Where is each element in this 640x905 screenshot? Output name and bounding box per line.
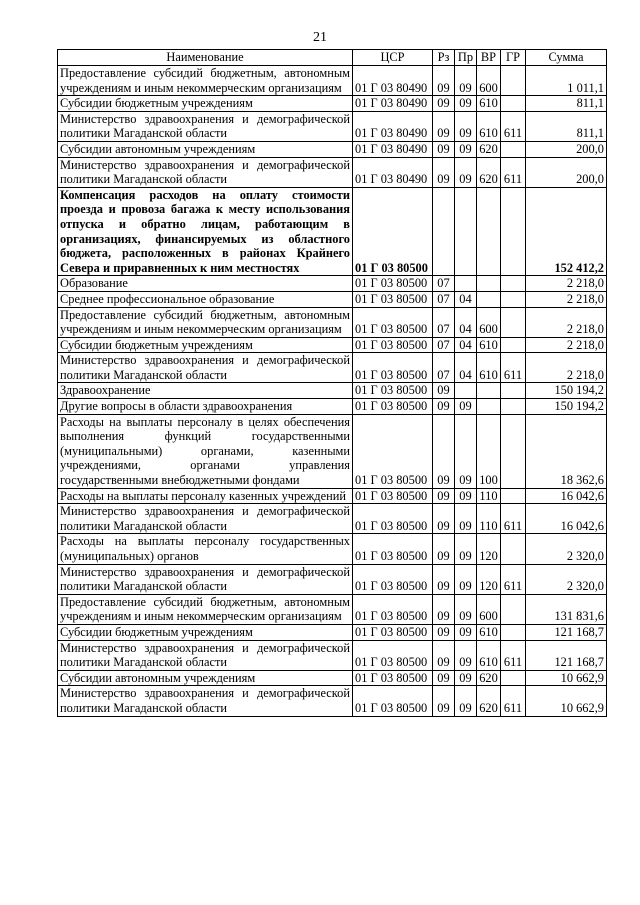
row-vr-cell: 120 — [477, 534, 501, 564]
row-rz-cell: 09 — [433, 399, 455, 415]
row-name-cell: Министерство здравоохранения и демографической политики Магаданской области — [58, 686, 353, 716]
row-pr-cell: 09 — [455, 670, 477, 686]
row-name-cell: Образование — [58, 276, 353, 292]
row-sum-cell: 10 662,9 — [526, 670, 607, 686]
row-rz-cell: 09 — [433, 670, 455, 686]
row-csr-cell: 01 Г 03 80500 — [353, 488, 433, 504]
table-row — [58, 66, 607, 96]
row-pr-cell — [455, 187, 477, 276]
row-pr-cell: 04 — [455, 337, 477, 353]
row-pr-cell: 09 — [455, 624, 477, 640]
row-vr-cell: 110 — [477, 488, 501, 504]
row-gr-cell — [501, 383, 526, 399]
row-sum-cell: 150 194,2 — [526, 383, 607, 399]
row-rz-cell: 09 — [433, 564, 455, 594]
row-csr-cell: 01 Г 03 80500 — [353, 383, 433, 399]
row-name-cell: Предоставление субсидий бюджетным, автономным учреждениям и иным некоммерческим организациям — [58, 66, 353, 96]
row-sum-cell: 121 168,7 — [526, 640, 607, 670]
row-pr-cell: 09 — [455, 399, 477, 415]
row-name-cell: Министерство здравоохранения и демографической политики Магаданской области — [58, 111, 353, 141]
col-header-rz: Рз — [433, 50, 455, 66]
row-name-cell: Субсидии автономным учреждениям — [58, 141, 353, 157]
table-row — [58, 111, 607, 141]
row-sum-cell: 200,0 — [526, 157, 607, 187]
row-name-cell: Расходы на выплаты персоналу в целях обеспечения выполнения функций государственными (муниципальными) органами, казенными учреждениями, органами управления государственными внебюджетными фондами — [58, 414, 353, 488]
row-gr-cell — [501, 488, 526, 504]
row-gr-cell — [501, 670, 526, 686]
row-rz-cell: 09 — [433, 534, 455, 564]
row-rz-cell: 07 — [433, 291, 455, 307]
table-row — [58, 307, 607, 337]
table-row — [58, 686, 607, 716]
row-name-cell: Предоставление субсидий бюджетным, автономным учреждениям и иным некоммерческим организациям — [58, 594, 353, 624]
row-csr-cell: 01 Г 03 80500 — [353, 594, 433, 624]
row-vr-cell: 610 — [477, 640, 501, 670]
col-header-gr: ГР — [501, 50, 526, 66]
table-row — [58, 96, 607, 112]
row-csr-cell: 01 Г 03 80500 — [353, 414, 433, 488]
table-row — [58, 353, 607, 383]
row-csr-cell: 01 Г 03 80490 — [353, 111, 433, 141]
row-vr-cell: 620 — [477, 670, 501, 686]
row-csr-cell: 01 Г 03 80500 — [353, 624, 433, 640]
row-name-cell: Расходы на выплаты персоналу казенных учреждений — [58, 488, 353, 504]
row-sum-cell: 2 218,0 — [526, 291, 607, 307]
row-gr-cell: 611 — [501, 640, 526, 670]
row-rz-cell: 09 — [433, 504, 455, 534]
row-gr-cell: 611 — [501, 504, 526, 534]
row-name-cell: Среднее профессиональное образование — [58, 291, 353, 307]
row-csr-cell: 01 Г 03 80500 — [353, 670, 433, 686]
col-header-sum: Сумма — [526, 50, 607, 66]
table-row — [58, 504, 607, 534]
row-pr-cell: 04 — [455, 353, 477, 383]
row-vr-cell: 610 — [477, 111, 501, 141]
row-vr-cell: 620 — [477, 141, 501, 157]
col-header-vr: ВР — [477, 50, 501, 66]
table-row — [58, 187, 607, 276]
row-vr-cell: 610 — [477, 337, 501, 353]
row-rz-cell: 07 — [433, 337, 455, 353]
row-csr-cell: 01 Г 03 80490 — [353, 157, 433, 187]
row-vr-cell: 620 — [477, 157, 501, 187]
row-pr-cell: 04 — [455, 307, 477, 337]
row-pr-cell — [455, 276, 477, 292]
table-row — [58, 640, 607, 670]
row-gr-cell — [501, 187, 526, 276]
row-name-cell: Расходы на выплаты персоналу государственных (муниципальных) органов — [58, 534, 353, 564]
row-pr-cell: 09 — [455, 564, 477, 594]
row-vr-cell: 610 — [477, 96, 501, 112]
row-name-cell: Предоставление субсидий бюджетным, автономным учреждениям и иным некоммерческим организациям — [58, 307, 353, 337]
table-row — [58, 399, 607, 415]
row-rz-cell: 09 — [433, 686, 455, 716]
row-sum-cell: 811,1 — [526, 111, 607, 141]
row-gr-cell — [501, 414, 526, 488]
row-rz-cell: 09 — [433, 414, 455, 488]
table-row — [58, 291, 607, 307]
row-sum-cell: 1 011,1 — [526, 66, 607, 96]
row-gr-cell — [501, 337, 526, 353]
row-csr-cell: 01 Г 03 80500 — [353, 686, 433, 716]
row-pr-cell: 09 — [455, 488, 477, 504]
row-name-cell: Компенсация расходов на оплату стоимости проезда и провоза багажа к месту использования отпуска и обратно лицам, работающим в организациях, финансируемых из областного бюджета, расположенных в районах Крайнего Севера и приравненных к ним местностях — [58, 187, 353, 276]
row-name-cell: Министерство здравоохранения и демографической политики Магаданской области — [58, 564, 353, 594]
row-pr-cell — [455, 383, 477, 399]
row-csr-cell: 01 Г 03 80500 — [353, 276, 433, 292]
row-sum-cell: 2 320,0 — [526, 564, 607, 594]
row-gr-cell — [501, 624, 526, 640]
row-sum-cell: 2 218,0 — [526, 337, 607, 353]
row-rz-cell: 09 — [433, 594, 455, 624]
row-csr-cell: 01 Г 03 80500 — [353, 564, 433, 594]
row-rz-cell: 09 — [433, 111, 455, 141]
row-pr-cell: 09 — [455, 640, 477, 670]
table-body — [58, 66, 607, 717]
table-row — [58, 414, 607, 488]
col-header-csr: ЦСР — [353, 50, 433, 66]
col-header-pr: Пр — [455, 50, 477, 66]
row-vr-cell: 600 — [477, 594, 501, 624]
row-gr-cell: 611 — [501, 111, 526, 141]
row-sum-cell: 18 362,6 — [526, 414, 607, 488]
row-csr-cell: 01 Г 03 80490 — [353, 141, 433, 157]
row-sum-cell: 2 218,0 — [526, 276, 607, 292]
row-gr-cell: 611 — [501, 686, 526, 716]
row-name-cell: Субсидии бюджетным учреждениям — [58, 337, 353, 353]
row-rz-cell: 09 — [433, 157, 455, 187]
row-vr-cell: 600 — [477, 307, 501, 337]
row-sum-cell: 811,1 — [526, 96, 607, 112]
row-name-cell: Субсидии автономным учреждениям — [58, 670, 353, 686]
row-rz-cell: 07 — [433, 353, 455, 383]
row-gr-cell — [501, 141, 526, 157]
table-row — [58, 670, 607, 686]
col-header-name: Наименование — [58, 50, 353, 66]
row-sum-cell: 121 168,7 — [526, 624, 607, 640]
row-name-cell: Субсидии бюджетным учреждениям — [58, 96, 353, 112]
row-csr-cell: 01 Г 03 80500 — [353, 307, 433, 337]
table-row — [58, 383, 607, 399]
table-row — [58, 594, 607, 624]
row-pr-cell: 09 — [455, 111, 477, 141]
row-pr-cell: 04 — [455, 291, 477, 307]
row-pr-cell: 09 — [455, 141, 477, 157]
row-sum-cell: 2 320,0 — [526, 534, 607, 564]
row-csr-cell: 01 Г 03 80500 — [353, 504, 433, 534]
row-pr-cell: 09 — [455, 157, 477, 187]
row-sum-cell: 10 662,9 — [526, 686, 607, 716]
table-row — [58, 157, 607, 187]
table-row — [58, 488, 607, 504]
budget-table — [57, 49, 607, 717]
row-vr-cell: 120 — [477, 564, 501, 594]
row-vr-cell: 110 — [477, 504, 501, 534]
row-rz-cell: 09 — [433, 624, 455, 640]
table-row — [58, 564, 607, 594]
row-rz-cell: 09 — [433, 383, 455, 399]
row-sum-cell: 2 218,0 — [526, 353, 607, 383]
row-vr-cell: 610 — [477, 624, 501, 640]
row-pr-cell: 09 — [455, 96, 477, 112]
row-gr-cell: 611 — [501, 564, 526, 594]
row-rz-cell: 07 — [433, 307, 455, 337]
row-csr-cell: 01 Г 03 80500 — [353, 291, 433, 307]
table-row — [58, 624, 607, 640]
row-pr-cell: 09 — [455, 594, 477, 624]
row-rz-cell: 07 — [433, 276, 455, 292]
page-number: 21 — [313, 30, 327, 45]
row-vr-cell: 610 — [477, 353, 501, 383]
row-vr-cell — [477, 383, 501, 399]
row-gr-cell — [501, 276, 526, 292]
row-rz-cell: 09 — [433, 141, 455, 157]
row-name-cell: Министерство здравоохранения и демографической политики Магаданской области — [58, 157, 353, 187]
row-pr-cell: 09 — [455, 534, 477, 564]
row-rz-cell: 09 — [433, 488, 455, 504]
row-csr-cell: 01 Г 03 80500 — [353, 337, 433, 353]
row-csr-cell: 01 Г 03 80500 — [353, 187, 433, 276]
row-gr-cell — [501, 534, 526, 564]
row-sum-cell: 152 412,2 — [526, 187, 607, 276]
row-vr-cell — [477, 399, 501, 415]
row-csr-cell: 01 Г 03 80490 — [353, 96, 433, 112]
row-name-cell: Министерство здравоохранения и демографической политики Магаданской области — [58, 504, 353, 534]
row-gr-cell — [501, 66, 526, 96]
row-pr-cell: 09 — [455, 66, 477, 96]
row-rz-cell: 09 — [433, 640, 455, 670]
row-rz-cell — [433, 187, 455, 276]
row-gr-cell — [501, 399, 526, 415]
row-vr-cell: 620 — [477, 686, 501, 716]
row-pr-cell: 09 — [455, 686, 477, 716]
row-sum-cell: 2 218,0 — [526, 307, 607, 337]
row-csr-cell: 01 Г 03 80490 — [353, 66, 433, 96]
row-vr-cell: 600 — [477, 66, 501, 96]
row-name-cell: Министерство здравоохранения и демографической политики Магаданской области — [58, 640, 353, 670]
row-vr-cell — [477, 291, 501, 307]
row-gr-cell — [501, 307, 526, 337]
table-row — [58, 534, 607, 564]
row-sum-cell: 131 831,6 — [526, 594, 607, 624]
row-vr-cell — [477, 187, 501, 276]
row-name-cell: Здравоохранение — [58, 383, 353, 399]
row-rz-cell: 09 — [433, 66, 455, 96]
row-pr-cell: 09 — [455, 504, 477, 534]
table-row — [58, 276, 607, 292]
row-csr-cell: 01 Г 03 80500 — [353, 399, 433, 415]
row-sum-cell: 16 042,6 — [526, 488, 607, 504]
row-csr-cell: 01 Г 03 80500 — [353, 640, 433, 670]
row-gr-cell — [501, 594, 526, 624]
row-gr-cell — [501, 96, 526, 112]
table-row — [58, 337, 607, 353]
table-header-row — [58, 50, 607, 66]
row-name-cell: Субсидии бюджетным учреждениям — [58, 624, 353, 640]
row-csr-cell: 01 Г 03 80500 — [353, 353, 433, 383]
row-vr-cell: 100 — [477, 414, 501, 488]
row-sum-cell: 200,0 — [526, 141, 607, 157]
row-vr-cell — [477, 276, 501, 292]
row-gr-cell — [501, 291, 526, 307]
row-pr-cell: 09 — [455, 414, 477, 488]
row-rz-cell: 09 — [433, 96, 455, 112]
row-gr-cell: 611 — [501, 353, 526, 383]
row-name-cell: Другие вопросы в области здравоохранения — [58, 399, 353, 415]
row-sum-cell: 150 194,2 — [526, 399, 607, 415]
row-sum-cell: 16 042,6 — [526, 504, 607, 534]
table-row — [58, 141, 607, 157]
row-gr-cell: 611 — [501, 157, 526, 187]
row-name-cell: Министерство здравоохранения и демографической политики Магаданской области — [58, 353, 353, 383]
row-csr-cell: 01 Г 03 80500 — [353, 534, 433, 564]
